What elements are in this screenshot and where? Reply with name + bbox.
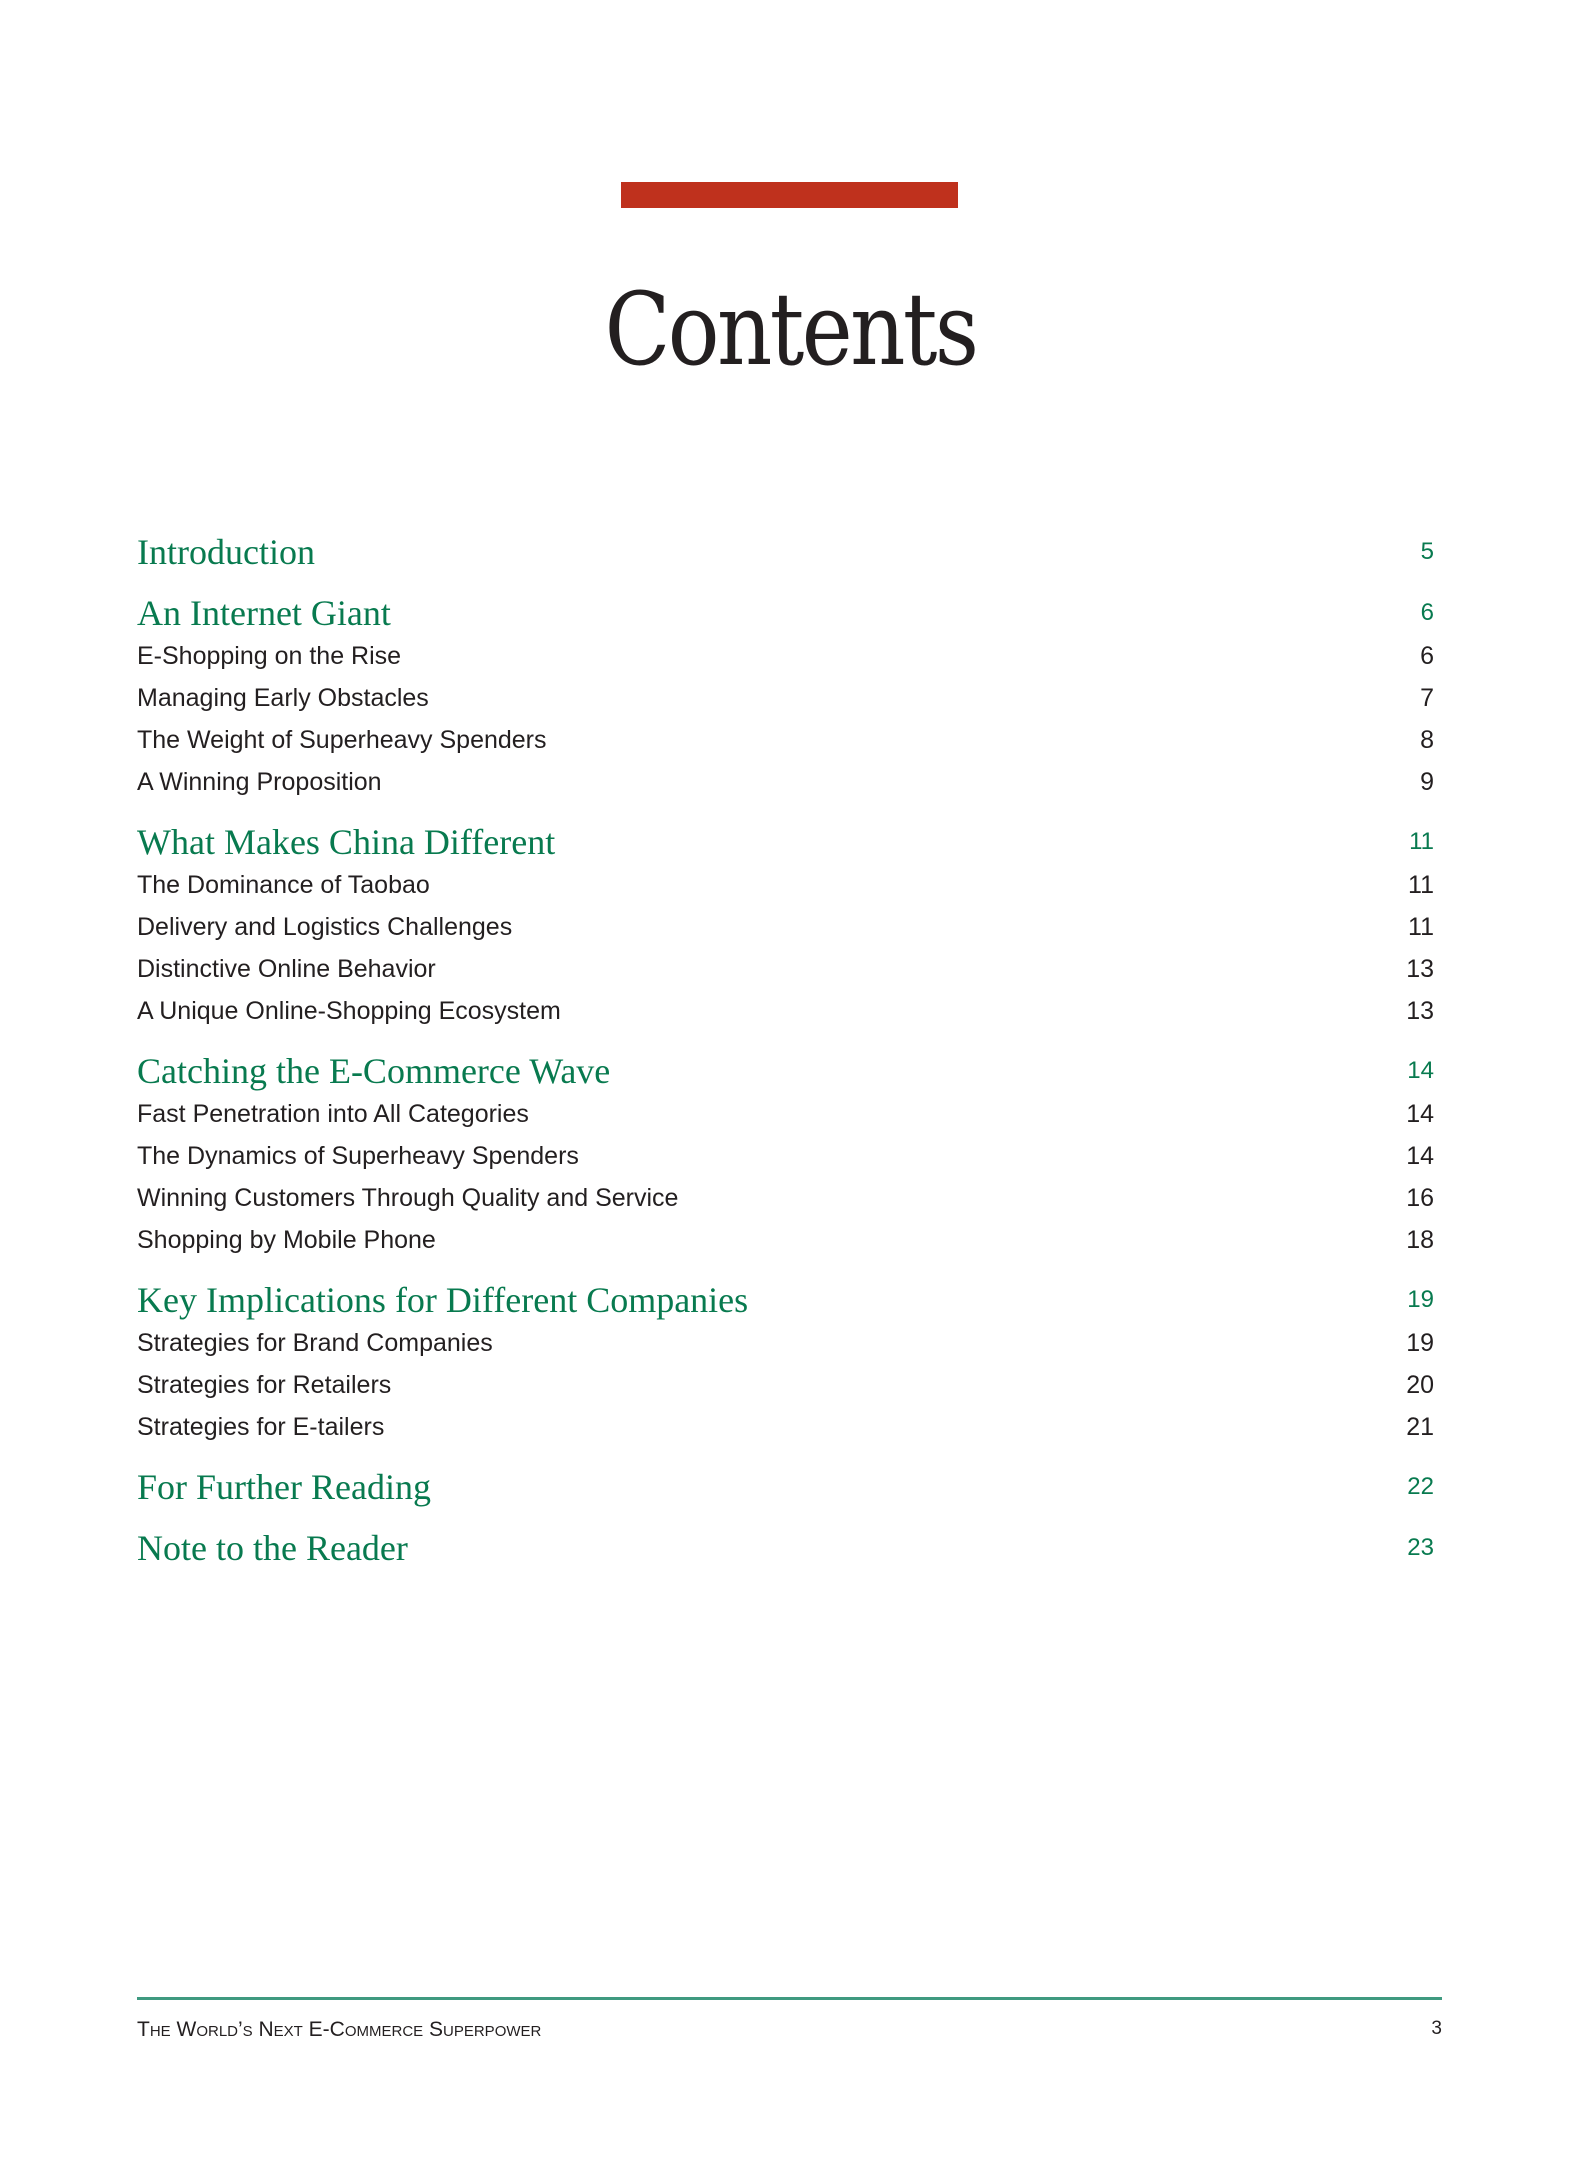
toc-section-page: 5 [1420, 538, 1434, 565]
footer [137, 2018, 1442, 2042]
page-title: Contents [604, 271, 977, 388]
footer-rule [137, 1997, 1442, 2000]
toc-entry-page: 14 [1406, 1141, 1434, 1170]
toc-section-page: 22 [1407, 1473, 1434, 1500]
toc-entry-label: Strategies for Retailers [137, 1370, 392, 1399]
toc-entry-page: 19 [1406, 1328, 1434, 1357]
toc-section-label: An Internet Giant [137, 593, 391, 633]
toc-entry-label: A Unique Online-Shopping Ecosystem [137, 996, 561, 1025]
toc-entry-label: The Dominance of Taobao [137, 870, 430, 899]
toc-entry-page: 11 [1408, 870, 1434, 899]
footer-title: The World’s Next E-Commerce Superpower [137, 2018, 542, 2041]
toc-entry[interactable] [137, 906, 1434, 948]
toc-entry[interactable] [137, 1322, 1434, 1364]
toc-section-label: Introduction [137, 532, 315, 572]
toc-entry-label: The Weight of Superheavy Spenders [137, 725, 547, 754]
toc-section-page: 19 [1407, 1286, 1434, 1313]
toc-entry-page: 14 [1406, 1099, 1434, 1128]
toc-section[interactable] [137, 591, 1434, 635]
toc-entry-page: 13 [1406, 954, 1434, 983]
toc-entry-label: Strategies for Brand Companies [137, 1328, 493, 1357]
toc-entry-label: Winning Customers Through Quality and Service [137, 1183, 679, 1212]
toc-entry[interactable] [137, 1093, 1434, 1135]
toc-section-label: What Makes China Different [137, 822, 556, 862]
toc-section-page: 23 [1407, 1534, 1434, 1561]
toc-section-page: 11 [1409, 828, 1434, 855]
toc-entry-label: Fast Penetration into All Categories [137, 1099, 529, 1128]
toc-entry-label: Delivery and Logistics Challenges [137, 912, 513, 941]
toc-entry[interactable] [137, 761, 1434, 803]
toc-entry-page: 9 [1420, 767, 1434, 796]
toc-entry-label: The Dynamics of Superheavy Spenders [137, 1141, 579, 1170]
toc-entry-page: 16 [1406, 1183, 1434, 1212]
toc-entry[interactable] [137, 1177, 1434, 1219]
toc-entry[interactable] [137, 677, 1434, 719]
toc-entry[interactable] [137, 719, 1434, 761]
table-of-contents [137, 530, 1434, 1570]
toc-entry[interactable] [137, 1135, 1434, 1177]
toc-section[interactable] [137, 1278, 1434, 1322]
toc-entry-page: 18 [1406, 1225, 1434, 1254]
toc-entry-label: Strategies for E-tailers [137, 1412, 385, 1441]
toc-entry[interactable] [137, 1364, 1434, 1406]
toc-section[interactable] [137, 1465, 1434, 1509]
toc-section-label: For Further Reading [137, 1467, 431, 1507]
toc-section-page: 14 [1407, 1057, 1434, 1084]
toc-entry-page: 7 [1420, 683, 1434, 712]
toc-entry-label: E-Shopping on the Rise [137, 641, 402, 670]
toc-entry-page: 11 [1408, 912, 1434, 941]
toc-entry-page: 8 [1420, 725, 1434, 754]
toc-entry[interactable] [137, 990, 1434, 1032]
toc-entry-page: 20 [1406, 1370, 1434, 1399]
toc-entry[interactable] [137, 1219, 1434, 1261]
toc-section[interactable] [137, 1049, 1434, 1093]
toc-entry-label: Shopping by Mobile Phone [137, 1225, 436, 1254]
toc-entry[interactable] [137, 948, 1434, 990]
toc-entry-page: 21 [1406, 1412, 1434, 1441]
toc-section[interactable] [137, 1526, 1434, 1570]
toc-entry-label: Managing Early Obstacles [137, 683, 429, 712]
toc-entry[interactable] [137, 1406, 1434, 1448]
toc-section-label: Key Implications for Different Companies [137, 1280, 749, 1320]
toc-entry-page: 13 [1406, 996, 1434, 1025]
toc-section-label: Note to the Reader [137, 1528, 408, 1568]
accent-bar [621, 182, 958, 208]
toc-section-page: 6 [1420, 599, 1434, 626]
toc-entry-label: Distinctive Online Behavior [137, 954, 436, 983]
toc-entry[interactable] [137, 864, 1434, 906]
toc-section[interactable] [137, 820, 1434, 864]
toc-entry[interactable] [137, 635, 1434, 677]
toc-entry-page: 6 [1420, 641, 1434, 670]
toc-section-label: Catching the E-Commerce Wave [137, 1051, 611, 1091]
toc-section[interactable] [137, 530, 1434, 574]
page-number: 3 [1431, 2018, 1442, 2039]
toc-entry-label: A Winning Proposition [137, 767, 382, 796]
